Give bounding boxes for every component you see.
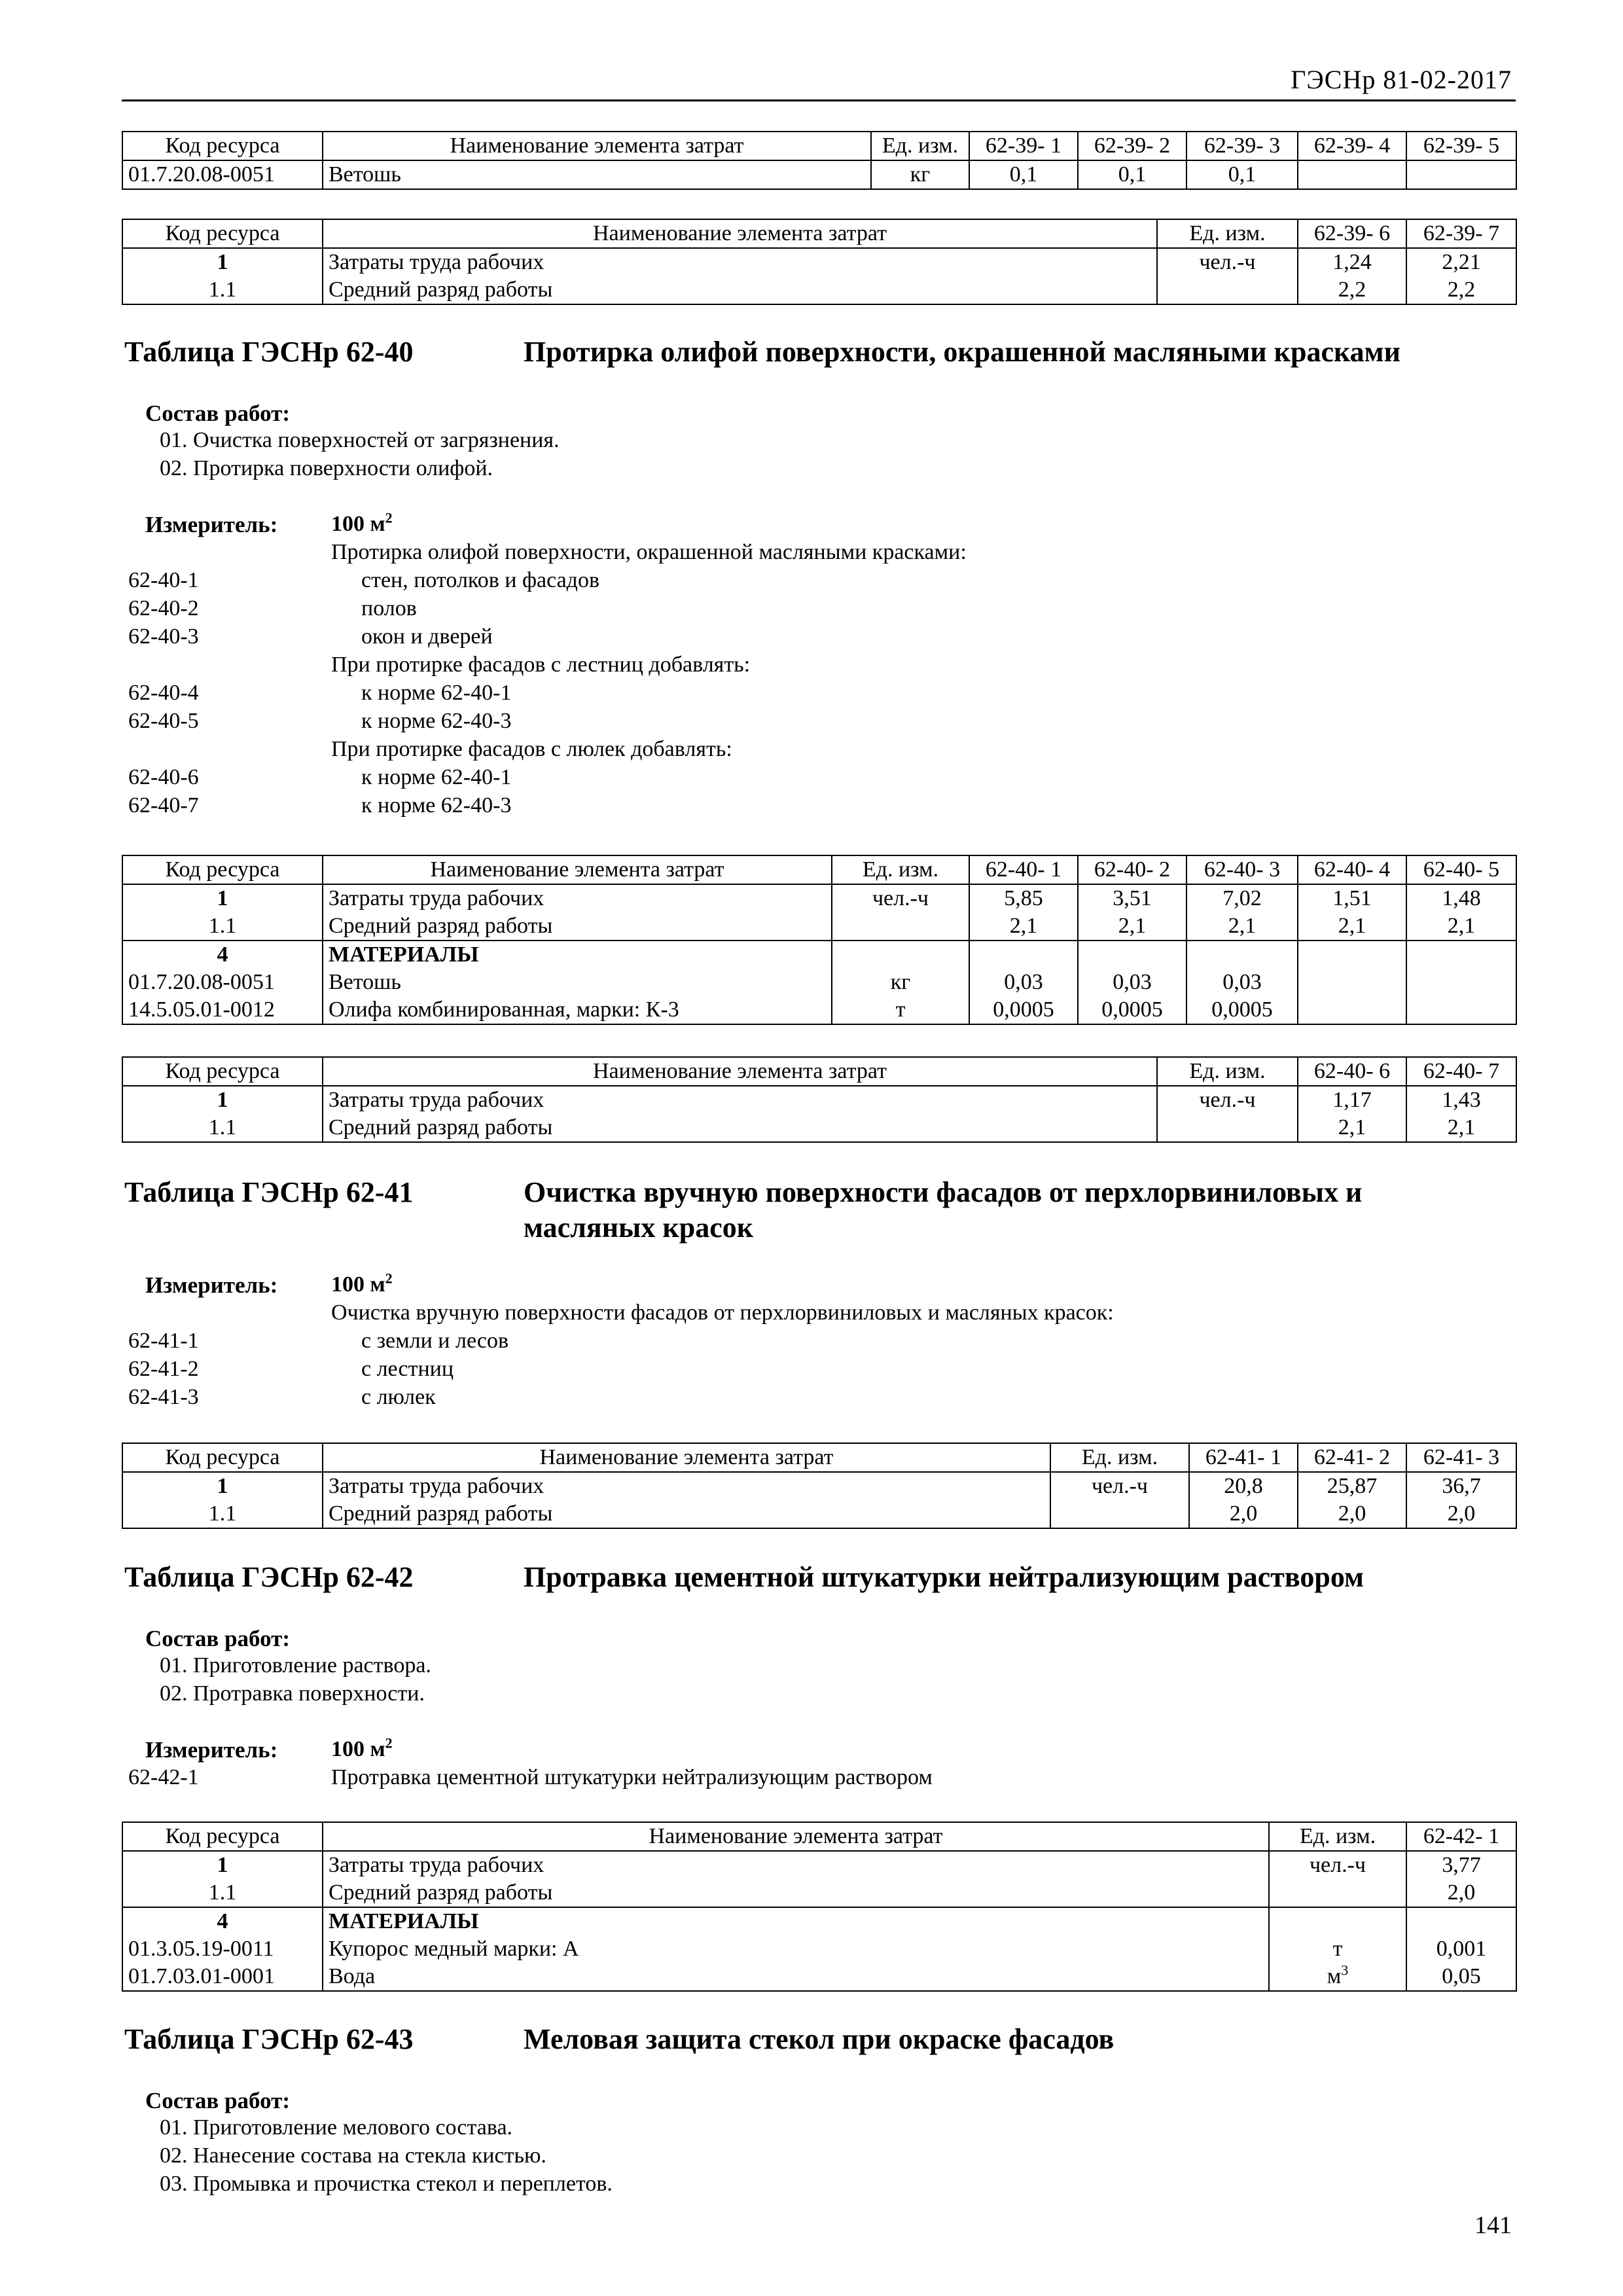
table-row [122, 912, 1516, 941]
cell: Средний разряд работы [323, 1500, 1050, 1528]
cell: 7,02 [1186, 884, 1298, 912]
work-composition-label: Состав работ: [145, 401, 290, 426]
table-header-row [122, 1057, 1516, 1086]
table-row [122, 996, 1516, 1024]
norm-description: к норме 62-40-1 [361, 765, 512, 789]
col-header: Наименование элемента затрат [323, 1443, 1050, 1472]
table-header-row [122, 1822, 1516, 1851]
norm-group-heading: При протирке фасадов с лестниц добавлять: [331, 653, 751, 677]
table-row [122, 248, 1516, 276]
cell: 01.7.20.08-0051 [122, 969, 323, 996]
cell: 0,03 [1186, 969, 1298, 996]
table-62-42 [122, 1821, 1517, 1992]
work-item: 01. Приготовление мелового состава. [160, 2115, 513, 2140]
norm-description: с лестниц [361, 1357, 454, 1381]
cell: 5,85 [969, 884, 1078, 912]
table-header-row [122, 1443, 1516, 1472]
meter-value: 100 $м^2$ [331, 1270, 393, 1297]
norm-code: 62-42-1 [128, 1765, 199, 1789]
cell: 0,05 [1406, 1963, 1516, 1991]
cell: т [1269, 1935, 1406, 1963]
norm-description: Протравка цементной штукатурки нейтрализующим раствором [331, 1765, 933, 1789]
cell: 0,1 [1078, 160, 1186, 189]
cell: 1 [122, 1472, 323, 1500]
table-row [122, 969, 1516, 996]
col-header: Ед. изм. [1050, 1443, 1189, 1472]
cell: Купорос медный марки: А [323, 1935, 1269, 1963]
cell: 1 [122, 884, 323, 912]
norm-code: 62-40-2 [128, 596, 199, 620]
cell: 1.1 [122, 1114, 323, 1142]
cell: 1,43 [1406, 1086, 1516, 1114]
col-header: Наименование элемента затрат [323, 132, 871, 160]
norm-group-heading: Очистка вручную поверхности фасадов от перхлорвиниловых и масляных красок: [331, 1300, 1114, 1325]
norm-code: 62-41-1 [128, 1329, 199, 1353]
cell: 2,1 [1298, 1114, 1406, 1142]
col-header: Ед. изм. [1157, 1057, 1298, 1086]
cell: Затраты труда рабочих [323, 1472, 1050, 1500]
table-row [122, 276, 1516, 304]
norm-description: к норме 62-40-3 [361, 793, 512, 817]
table-title-62-41-line1: Очистка вручную поверхности фасадов от перхлорвиниловых и [524, 1176, 1363, 1208]
col-header: 62-40- 3 [1186, 855, 1298, 884]
cell [1078, 941, 1186, 969]
work-composition-label: Состав работ: [145, 1626, 290, 1651]
cell [1406, 996, 1516, 1024]
cell [832, 912, 969, 941]
col-header: Код ресурса [122, 1443, 323, 1472]
cell: 0,03 [1078, 969, 1186, 996]
cell: Средний разряд работы [323, 1879, 1269, 1907]
cell [1406, 1907, 1516, 1935]
col-header: Код ресурса [122, 1822, 323, 1851]
cell: Затраты труда рабочих [323, 1086, 1157, 1114]
table-62-39-labor [122, 219, 1517, 305]
cell [1298, 969, 1406, 996]
work-item: 02. Нанесение состава на стекла кистью. [160, 2144, 546, 2168]
cell: 20,8 [1189, 1472, 1298, 1500]
work-item: 02. Протравка поверхности. [160, 1681, 425, 1706]
col-header: Наименование элемента затрат [323, 219, 1157, 248]
table-number-62-41: Таблица ГЭСНр 62-41 [124, 1176, 414, 1208]
norm-description: с люлек [361, 1385, 436, 1409]
norm-code: 62-40-5 [128, 709, 199, 733]
cell: 0,001 [1406, 1935, 1516, 1963]
table-62-40-extra [122, 1056, 1517, 1143]
cell: 1,24 [1298, 248, 1406, 276]
cell: 01.7.03.01-0001 [122, 1963, 323, 1991]
cell: 1,51 [1298, 884, 1406, 912]
norm-description: стен, потолков и фасадов [361, 568, 600, 592]
cell: чел.-ч [1157, 1086, 1298, 1114]
cell [1298, 941, 1406, 969]
col-header: Ед. изм. [871, 132, 969, 160]
cell [1298, 996, 1406, 1024]
col-header: Наименование элемента затрат [323, 1822, 1269, 1851]
meter-value: 100 $м^2$ [331, 1734, 393, 1761]
cell: 4 [122, 941, 323, 969]
col-header: Ед. изм. [832, 855, 969, 884]
col-header: 62-40- 2 [1078, 855, 1186, 884]
table-title-62-42: Протравка цементной штукатурки нейтрализующим раствором [524, 1561, 1364, 1593]
table-title-62-43: Меловая защита стекол при окраске фасадов [524, 2023, 1115, 2055]
norm-code: 62-41-3 [128, 1385, 199, 1409]
norm-group-heading: Протирка олифой поверхности, окрашенной масляными красками: [331, 540, 967, 564]
cell: Олифа комбинированная, марки: К-3 [323, 996, 832, 1024]
cell: Средний разряд работы [323, 1114, 1157, 1142]
work-item: 02. Протирка поверхности олифой. [160, 456, 493, 480]
norm-code: 62-40-4 [128, 681, 199, 705]
table-row [122, 1907, 1516, 1935]
cell: 01.7.20.08-0051 [122, 160, 323, 189]
cell: 25,87 [1298, 1472, 1406, 1500]
cell: 2,1 [969, 912, 1078, 941]
col-header: 62-41- 3 [1406, 1443, 1516, 1472]
table-row [122, 1851, 1516, 1879]
table-row [122, 1963, 1516, 1991]
table-row [122, 884, 1516, 912]
cell: 2,1 [1406, 912, 1516, 941]
col-header: Код ресурса [122, 132, 323, 160]
norm-code: 62-40-6 [128, 765, 199, 789]
col-header: Ед. изм. [1269, 1822, 1406, 1851]
col-header: Наименование элемента затрат [323, 855, 832, 884]
col-header: 62-40- 6 [1298, 1057, 1406, 1086]
table-row [122, 1935, 1516, 1963]
col-header: 62-41- 1 [1189, 1443, 1298, 1472]
cell: 01.3.05.19-0011 [122, 1935, 323, 1963]
table-title-62-40: Протирка олифой поверхности, окрашенной масляными красками [524, 336, 1400, 368]
cell: 0,0005 [1186, 996, 1298, 1024]
col-header: 62-42- 1 [1406, 1822, 1516, 1851]
meter-label: Измеритель: [145, 1272, 278, 1298]
cell: 2,0 [1406, 1500, 1516, 1528]
cell: Средний разряд работы [323, 276, 1157, 304]
cell: 0,0005 [969, 996, 1078, 1024]
cell [1298, 160, 1406, 189]
cell [1157, 1114, 1298, 1142]
col-header: 62-40- 5 [1406, 855, 1516, 884]
cell: чел.-ч [832, 884, 969, 912]
cell: 1 [122, 1086, 323, 1114]
table-row [122, 1500, 1516, 1528]
cell: 2,2 [1406, 276, 1516, 304]
cell: 14.5.05.01-0012 [122, 996, 323, 1024]
cell: Ветошь [323, 969, 832, 996]
cell: кг [832, 969, 969, 996]
cell: 2,0 [1298, 1500, 1406, 1528]
cell [1406, 160, 1516, 189]
cell: Ветошь [323, 160, 871, 189]
col-header: 62-39- 1 [969, 132, 1078, 160]
document-code: ГЭСНр 81-02-2017 [1291, 65, 1512, 94]
cell: 0,0005 [1078, 996, 1186, 1024]
col-header: Код ресурса [122, 855, 323, 884]
cell [1269, 1879, 1406, 1907]
cell: 2,1 [1078, 912, 1186, 941]
cell [969, 941, 1078, 969]
table-number-62-40: Таблица ГЭСНр 62-40 [124, 336, 414, 368]
cell: 1,48 [1406, 884, 1516, 912]
table-row [122, 1114, 1516, 1142]
cell [1269, 1907, 1406, 1935]
table-row [122, 160, 1516, 189]
cell: Затраты труда рабочих [323, 884, 832, 912]
table-header-row [122, 132, 1516, 160]
cell: 2,1 [1298, 912, 1406, 941]
table-row [122, 941, 1516, 969]
col-header: Код ресурса [122, 1057, 323, 1086]
col-header: 62-39- 6 [1298, 219, 1406, 248]
cell: 1.1 [122, 1500, 323, 1528]
cell: Затраты труда рабочих [323, 248, 1157, 276]
cell: 1 [122, 1851, 323, 1879]
cell: 4 [122, 1907, 323, 1935]
cell [1406, 969, 1516, 996]
cell: 0,1 [969, 160, 1078, 189]
norm-code: 62-40-3 [128, 624, 199, 649]
cell: 2,21 [1406, 248, 1516, 276]
table-header-row [122, 219, 1516, 248]
col-header: 62-39- 7 [1406, 219, 1516, 248]
cell: 2,1 [1406, 1114, 1516, 1142]
col-header: 62-40- 4 [1298, 855, 1406, 884]
cell: МАТЕРИАЛЫ [323, 941, 832, 969]
norm-description: окон и дверей [361, 624, 493, 649]
cell: 3,77 [1406, 1851, 1516, 1879]
col-header: 62-39- 2 [1078, 132, 1186, 160]
cell: $м^3$ [1269, 1963, 1406, 1991]
col-header: Наименование элемента затрат [323, 1057, 1157, 1086]
table-row [122, 1879, 1516, 1907]
cell: 1,17 [1298, 1086, 1406, 1114]
cell: чел.-ч [1157, 248, 1298, 276]
norm-code: 62-40-1 [128, 568, 199, 592]
col-header: 62-39- 5 [1406, 132, 1516, 160]
work-item: 01. Приготовление раствора. [160, 1653, 431, 1677]
cell: МАТЕРИАЛЫ [323, 1907, 1269, 1935]
cell [1186, 941, 1298, 969]
work-composition-label: Состав работ: [145, 2088, 290, 2113]
meter-label: Измеритель: [145, 1737, 278, 1763]
col-header: Код ресурса [122, 219, 323, 248]
table-number-62-42: Таблица ГЭСНр 62-42 [124, 1561, 414, 1593]
cell: 1.1 [122, 1879, 323, 1907]
norm-description: с земли и лесов [361, 1329, 509, 1353]
cell: 0,1 [1186, 160, 1298, 189]
norm-description: полов [361, 596, 417, 620]
norm-group-heading: При протирке фасадов с люлек добавлять: [331, 737, 732, 761]
cell: чел.-ч [1269, 1851, 1406, 1879]
cell: 2,0 [1189, 1500, 1298, 1528]
cell: 2,0 [1406, 1879, 1516, 1907]
norm-code: 62-41-2 [128, 1357, 199, 1381]
col-header: 62-40- 7 [1406, 1057, 1516, 1086]
col-header: 62-41- 2 [1298, 1443, 1406, 1472]
work-item: 03. Промывка и прочистка стекол и переплетов. [160, 2172, 613, 2196]
cell: 1.1 [122, 912, 323, 941]
cell [1157, 276, 1298, 304]
cell [1406, 941, 1516, 969]
cell: 3,51 [1078, 884, 1186, 912]
cell: 2,1 [1186, 912, 1298, 941]
meter-label: Измеритель: [145, 512, 278, 537]
table-header-row [122, 855, 1516, 884]
table-title-62-41-line2: масляных красок [524, 1211, 754, 1244]
cell [1050, 1500, 1189, 1528]
meter-value: 100 $м^2$ [331, 509, 393, 536]
page-header [122, 60, 1516, 101]
table-row [122, 1472, 1516, 1500]
cell: т [832, 996, 969, 1024]
table-number-62-43: Таблица ГЭСНр 62-43 [124, 2023, 414, 2055]
col-header: 62-40- 1 [969, 855, 1078, 884]
col-header: 62-39- 4 [1298, 132, 1406, 160]
table-62-39-materials [122, 131, 1517, 190]
col-header: 62-39- 3 [1186, 132, 1298, 160]
page-number: 141 [1474, 2212, 1512, 2239]
norm-description: к норме 62-40-1 [361, 681, 512, 705]
cell: Средний разряд работы [323, 912, 832, 941]
cell: 0,03 [969, 969, 1078, 996]
table-62-40-main [122, 855, 1517, 1025]
work-item: 01. Очистка поверхностей от загрязнения. [160, 428, 560, 452]
norm-description: к норме 62-40-3 [361, 709, 512, 733]
norm-code: 62-40-7 [128, 793, 199, 817]
cell: 1.1 [122, 276, 323, 304]
table-row [122, 1086, 1516, 1114]
table-62-41 [122, 1443, 1517, 1529]
cell: 36,7 [1406, 1472, 1516, 1500]
cell: 2,2 [1298, 276, 1406, 304]
cell: 1 [122, 248, 323, 276]
cell: чел.-ч [1050, 1472, 1189, 1500]
col-header: Ед. изм. [1157, 219, 1298, 248]
cell: Вода [323, 1963, 1269, 1991]
cell: Затраты труда рабочих [323, 1851, 1269, 1879]
cell: кг [871, 160, 969, 189]
cell [832, 941, 969, 969]
